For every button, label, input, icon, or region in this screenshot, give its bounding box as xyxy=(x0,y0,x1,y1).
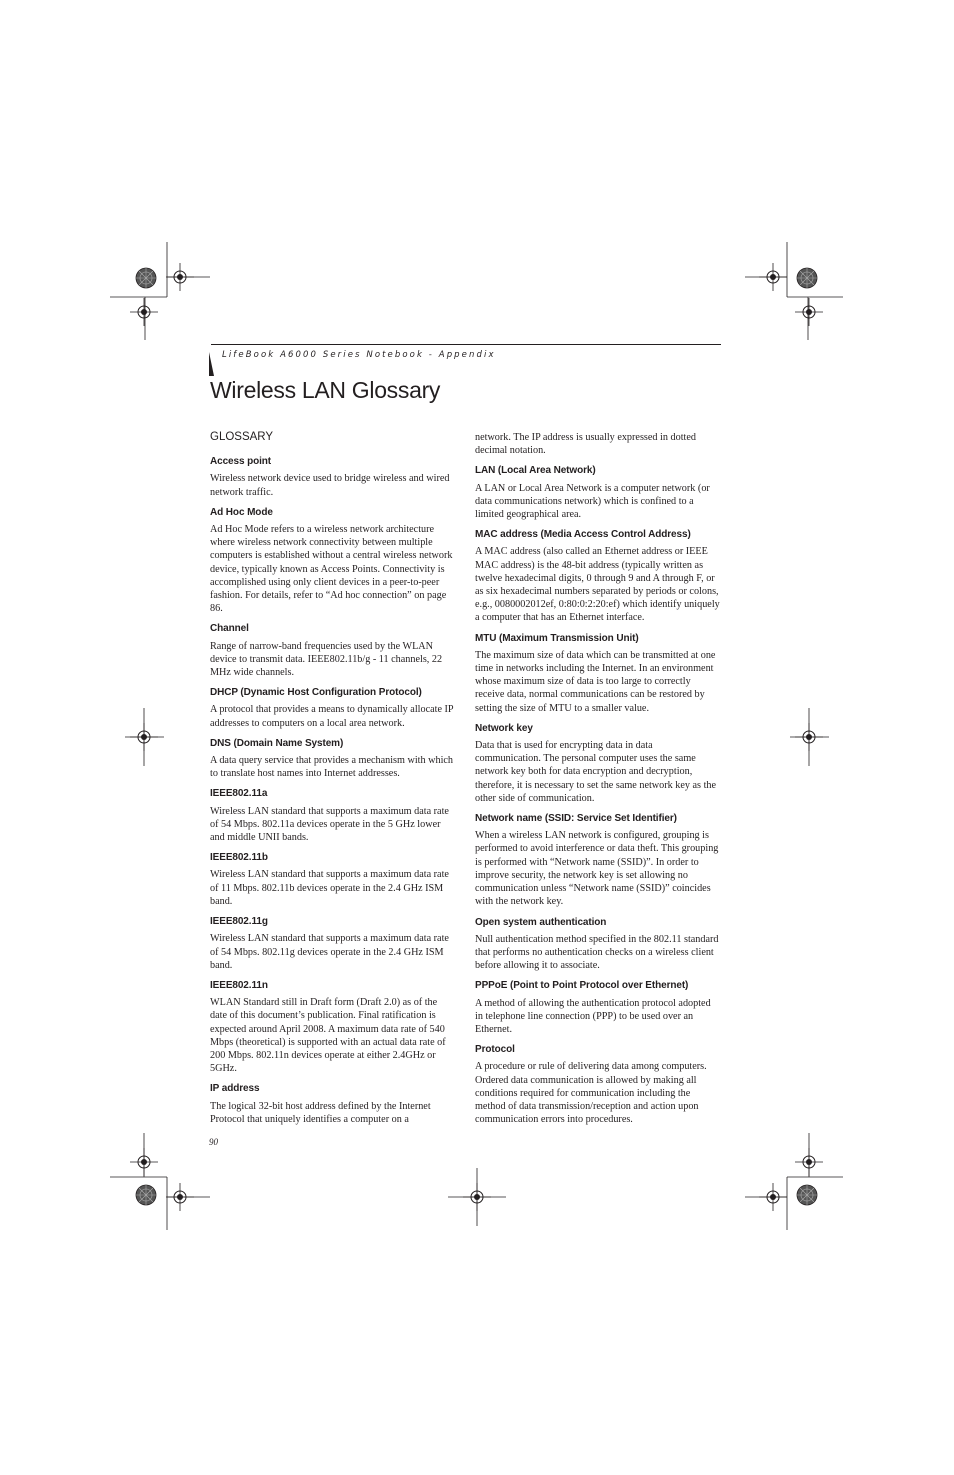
glossary-entry xyxy=(475,464,721,521)
crop-lines xyxy=(448,1168,506,1226)
crop-lines xyxy=(110,242,210,340)
glossary-term: MTU (Maximum Transmission Unit) xyxy=(475,632,639,644)
registration-mark-bottom-right-target xyxy=(797,1185,817,1205)
glossary-definition: When a wireless LAN network is configured, grouping is performed to avoid interference or data theft. This grouping is performed with “Network name (SSID)”. In order to improve security, the network key is set allowing no communication unless “Network name (SSID)” coincides with the network key. xyxy=(475,830,719,908)
page-number: 90 xyxy=(209,1137,218,1147)
glossary-term: Network name (SSID: Service Set Identifier) xyxy=(475,813,677,825)
glossary-definition: A LAN or Local Area Network is a computer network (or data communications network) which is confined to a limited geographical area. xyxy=(475,482,710,521)
crosshair-mark xyxy=(463,1183,491,1211)
header-rule xyxy=(211,344,721,345)
glossary-definition: A method of allowing the authentication protocol adopted in telephone line connection (PPP) to be used over an Ethernet. xyxy=(475,997,711,1035)
glossary-entry xyxy=(210,506,456,616)
glossary-term: IEEE802.11a xyxy=(210,788,268,800)
glossary-definition: A data query service that provides a mechanism with which to translate host names into Internet addresses. xyxy=(210,755,454,780)
crosshair-mark xyxy=(130,1148,158,1176)
crosshair-mark xyxy=(166,1183,194,1211)
glossary-entry xyxy=(475,812,721,908)
crosshair-mark xyxy=(130,298,158,326)
crosshair-mark xyxy=(759,1183,787,1211)
glossary-entry xyxy=(475,722,721,805)
glossary-definition: Wireless LAN standard that supports a maximum data rate of 54 Mbps. 802.11g devices operate in the 2.4 GHz ISM band. xyxy=(210,933,449,971)
glossary-entry xyxy=(475,979,721,1036)
glossary-entry xyxy=(210,622,456,679)
glossary-term: Protocol xyxy=(475,1044,515,1056)
glossary-definition: Data that is used for encrypting data in data communication. The personal computer uses the same network key both for data encryption and decryption, therefore, it is necessary to set the same network key as the other side of communication. xyxy=(475,740,717,804)
glossary-definition: Range of narrow-band frequencies used by the WLAN device to transmit data. IEEE802.11b/g - 11 channels, 22 MHz wide channels. xyxy=(210,640,443,679)
glossary-entry xyxy=(210,915,456,972)
glossary-entry xyxy=(210,1082,456,1126)
glossary-term: IEEE802.11g xyxy=(210,916,268,928)
page-title: Wireless LAN Glossary xyxy=(210,377,441,403)
glossary-term: IP address xyxy=(210,1083,260,1095)
glossary-definition: Wireless LAN standard that supports a maximum data rate of 11 Mbps. 802.11b devices operate in the 2.4 GHz ISM band. xyxy=(210,869,449,907)
glossary-entry xyxy=(210,737,456,781)
glossary-entry xyxy=(475,916,721,973)
glossary-entry xyxy=(210,979,456,1075)
glossary-term: Open system authentication xyxy=(475,916,607,928)
glossary-term: Network key xyxy=(475,722,533,734)
glossary-definition: Wireless network device used to bridge wireless and wired network traffic. xyxy=(210,473,450,498)
glossary-definition: A procedure or rule of delivering data among computers. Ordered data communication is allowed by making all conditions required for communication including the method of data transmission/reception and action upon communication errors into procedures. xyxy=(475,1061,707,1126)
glossary-term: IEEE802.11b xyxy=(210,852,268,864)
crosshair-mark xyxy=(795,1148,823,1176)
glossary-term: IEEE802.11n xyxy=(210,979,268,991)
left-column xyxy=(210,431,456,1133)
crop-lines xyxy=(745,242,843,340)
running-head: LifeBook A6000 Series Notebook - Appendix xyxy=(222,350,496,360)
glossary-term: LAN (Local Area Network) xyxy=(475,465,596,477)
glossary-entry xyxy=(210,455,456,499)
glossary-entry xyxy=(210,851,456,908)
crosshair-mark xyxy=(130,723,158,751)
right-column xyxy=(475,431,721,1133)
glossary-term: Access point xyxy=(210,456,272,468)
header-tab-marker xyxy=(209,352,214,376)
crop-lines xyxy=(745,1133,843,1230)
crosshair-mark xyxy=(795,723,823,751)
glossary-entry xyxy=(475,1043,721,1126)
glossary-term: PPPoE (Point to Point Protocol over Ethernet) xyxy=(475,980,689,992)
registration-mark-bottom-left-target xyxy=(136,1185,156,1205)
glossary-term: Ad Hoc Mode xyxy=(210,506,273,518)
glossary-definition: Null authentication method specified in the 802.11 standard that performs no authentication checks on a wireless client before allowing it to associate. xyxy=(475,933,719,972)
glossary-term: Channel xyxy=(210,623,249,635)
glossary-definition: A MAC address (also called an Ethernet address or IEEE MAC address) is the 48-bit address (typically written as twelve hexadecimal digits, 0 through 9 and A through F, or as six hexadecimal numbers separated by periods or colons, e.g., 0080002012ef, 0:80:0:2:20:ef) which identify uniquely a computer that has an Ethernet interface. xyxy=(475,546,720,624)
crosshair-mark xyxy=(759,263,787,291)
crosshair-mark xyxy=(795,298,823,326)
glossary-definition: The maximum size of data which can be transmitted at one time in networks including the Internet. In an environment whose maximum size of data is too large to correctly receive data, normal communications can be restored by setting the size of MTU to a smaller value. xyxy=(475,649,716,714)
glossary-definition: A protocol that provides a means to dynamically allocate IP addresses to computers on a local area network. xyxy=(210,704,454,729)
glossary-entry xyxy=(210,686,456,730)
section-heading: GLOSSARY xyxy=(210,431,274,443)
glossary-term: MAC address (Media Access Control Address) xyxy=(475,529,691,541)
glossary-definition: Ad Hoc Mode refers to a wireless network architecture where wireless network connectivity between multiple computers is established without a central wireless network device, typically known as Access Points. Connectivity is accomplished using only client devices in a peer-to-peer fashion. For details, refer to “Ad hoc connection” on page 86. xyxy=(210,524,453,615)
glossary-entry xyxy=(210,787,456,844)
glossary-definition: Wireless LAN standard that supports a maximum data rate of 54 Mbps. 802.11a devices operate in the 5 GHz lower and middle UNII bands. xyxy=(210,805,449,844)
glossary-entry xyxy=(475,528,721,624)
crosshair-mark xyxy=(166,263,194,291)
glossary-term: DNS (Domain Name System) xyxy=(210,737,344,749)
registration-mark-top-left-target xyxy=(136,268,156,288)
definition-continuation: network. The IP address is usually expressed in dotted decimal notation. xyxy=(475,432,696,457)
glossary-definition: WLAN Standard still in Draft form (Draft 2.0) as of the date of this document’s publication. Final ratification is expected around April 2008. A maximum data rate of 540 Mbps (theoretical) is supported with an actual data rate of 200 Mbps. 802.11n devices operate at either 2.4GHz or 5GHz. xyxy=(210,997,446,1075)
glossary-term: DHCP (Dynamic Host Configuration Protocol) xyxy=(210,687,422,699)
glossary-definition: The logical 32-bit host address defined by the Internet Protocol that uniquely identifies a computer on a xyxy=(210,1100,431,1125)
crop-lines xyxy=(110,1133,210,1230)
registration-mark-top-right-target xyxy=(797,268,817,288)
glossary-entry xyxy=(475,632,721,715)
